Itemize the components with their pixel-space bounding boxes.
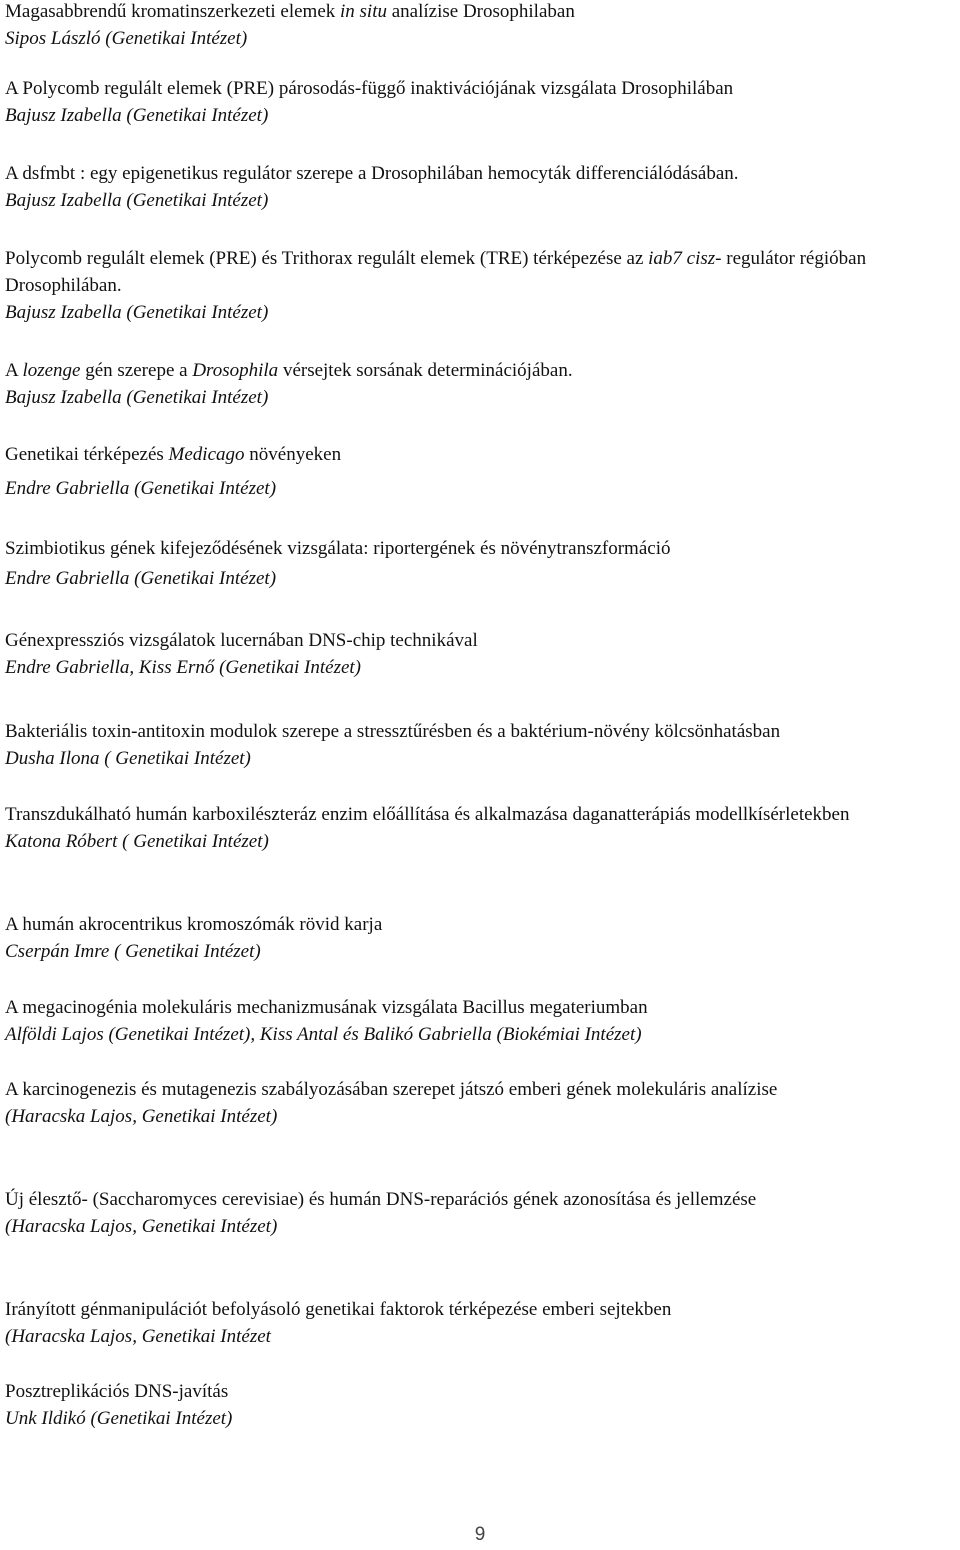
entry-3 [5, 160, 957, 214]
entry-title [5, 801, 875, 828]
entry-title [5, 0, 957, 25]
entry-10 [5, 801, 957, 855]
title-segment: Transzdukálható humán karboxilészteráz enzim előállítása és alkalmazása daganatterápiás modellkísérletekben [5, 804, 850, 825]
entry-11 [5, 911, 957, 965]
entry-title [5, 535, 957, 562]
entry-13 [5, 1076, 957, 1130]
entry-author: Katona Róbert ( Genetikai Intézet) [5, 831, 269, 852]
entry-9 [5, 718, 957, 772]
title-segment: A karcinogenezis és mutagenezis szabályozásában szerepet játszó emberi gének molekuláris analízise [5, 1079, 778, 1100]
entry-author: Sipos László (Genetikai Intézet) [5, 28, 248, 49]
title-segment: Genetikai térképezés [5, 444, 169, 465]
entry-4 [5, 245, 957, 326]
entry-15 [5, 1296, 957, 1350]
entry-author: (Haracska Lajos, Genetikai Intézet [5, 1326, 271, 1347]
entry-title [5, 245, 957, 299]
title-segment: analízise Drosophilaban [386, 1, 575, 22]
title-segment: A Polycomb regulált elemek (PRE) párosodás-függő inaktivációjának vizsgálata Drosophilában [5, 78, 734, 99]
title-segment: Génexpressziós vizsgálatok lucernában DNS-chip technikával [5, 630, 478, 651]
entry-title [5, 160, 957, 187]
entry-author: Dusha Ilona ( Genetikai Intézet) [5, 748, 251, 769]
entry-12 [5, 994, 957, 1048]
entry-title [5, 75, 957, 102]
entry-5 [5, 357, 957, 411]
entry-title [5, 1378, 957, 1405]
entry-title [5, 994, 957, 1021]
entry-7 [5, 535, 957, 592]
title-segment: Szimbiotikus gének kifejeződésének vizsgálata: riportergének és növénytranszformáció [5, 538, 671, 559]
entry-author: (Haracska Lajos, Genetikai Intézet) [5, 1216, 278, 1237]
entry-1 [5, 0, 957, 52]
entry-title [5, 357, 957, 384]
title-segment: vérsejtek sorsának determinációjában. [278, 360, 573, 381]
title-italic-segment: in situ [340, 1, 387, 22]
entry-author: (Haracska Lajos, Genetikai Intézet) [5, 1106, 278, 1127]
title-italic-segment: iab7 cisz- [648, 248, 722, 269]
title-italic-segment: Drosophila [192, 360, 279, 381]
page-number: 9 [474, 1524, 486, 1545]
title-italic-segment: lozenge [22, 360, 81, 381]
entry-author: Endre Gabriella (Genetikai Intézet) [5, 478, 277, 499]
entry-title [5, 627, 957, 654]
entry-author: Cserpán Imre ( Genetikai Intézet) [5, 941, 261, 962]
title-italic-segment: Medicago [168, 444, 245, 465]
entry-16 [5, 1378, 957, 1432]
entry-title [5, 718, 957, 745]
title-segment: növényeken [244, 444, 342, 465]
entry-6 [5, 441, 957, 502]
title-segment: gén szerepe a [80, 360, 193, 381]
entry-author: Unk Ildikó (Genetikai Intézet) [5, 1408, 233, 1429]
entry-2 [5, 75, 957, 129]
title-segment: Polycomb regulált elemek (PRE) és Trithorax regulált elemek (TRE) térképezése az [5, 248, 649, 269]
title-segment: A humán akrocentrikus kromoszómák rövid karja [5, 914, 383, 935]
title-segment: Magasabbrendű kromatinszerkezeti elemek [5, 1, 340, 22]
entry-author: Alföldi Lajos (Genetikai Intézet), Kiss Antal és Balikó Gabriella (Biokémiai Intézet) [5, 1024, 642, 1045]
entry-title [5, 1076, 885, 1103]
title-segment: Új élesztő- (Saccharomyces cerevisiae) és humán DNS-reparációs gének azonosítása és jellemzése [5, 1189, 757, 1210]
entry-title [5, 1186, 845, 1213]
entry-author: Bajusz Izabella (Genetikai Intézet) [5, 302, 269, 323]
entry-author: Endre Gabriella, Kiss Ernő (Genetikai Intézet) [5, 657, 362, 678]
title-segment: A [5, 360, 23, 381]
title-segment: regulátor régióban Drosophilában. [5, 248, 867, 296]
title-segment: Posztreplikációs DNS-javítás [5, 1381, 229, 1402]
title-segment: Bakteriális toxin-antitoxin modulok szerepe a stressztűrésben és a baktérium-növény kölcsönhatásban [5, 721, 781, 742]
entry-author: Bajusz Izabella (Genetikai Intézet) [5, 105, 269, 126]
entry-author: Bajusz Izabella (Genetikai Intézet) [5, 190, 269, 211]
entry-title [5, 441, 957, 468]
entry-author: Bajusz Izabella (Genetikai Intézet) [5, 387, 269, 408]
title-segment: A megacinogénia molekuláris mechanizmusának vizsgálata Bacillus megateriumban [5, 997, 648, 1018]
entry-14 [5, 1186, 957, 1240]
entry-8 [5, 627, 957, 681]
entry-author: Endre Gabriella (Genetikai Intézet) [5, 568, 277, 589]
entry-title [5, 911, 957, 938]
title-segment: Irányított génmanipulációt befolyásoló genetikai faktorok térképezése emberi sejtekben [5, 1299, 672, 1320]
title-segment: A dsfmbt : egy epigenetikus regulátor szerepe a Drosophilában hemocyták differenciálódásában. [5, 163, 739, 184]
entry-title [5, 1296, 957, 1323]
